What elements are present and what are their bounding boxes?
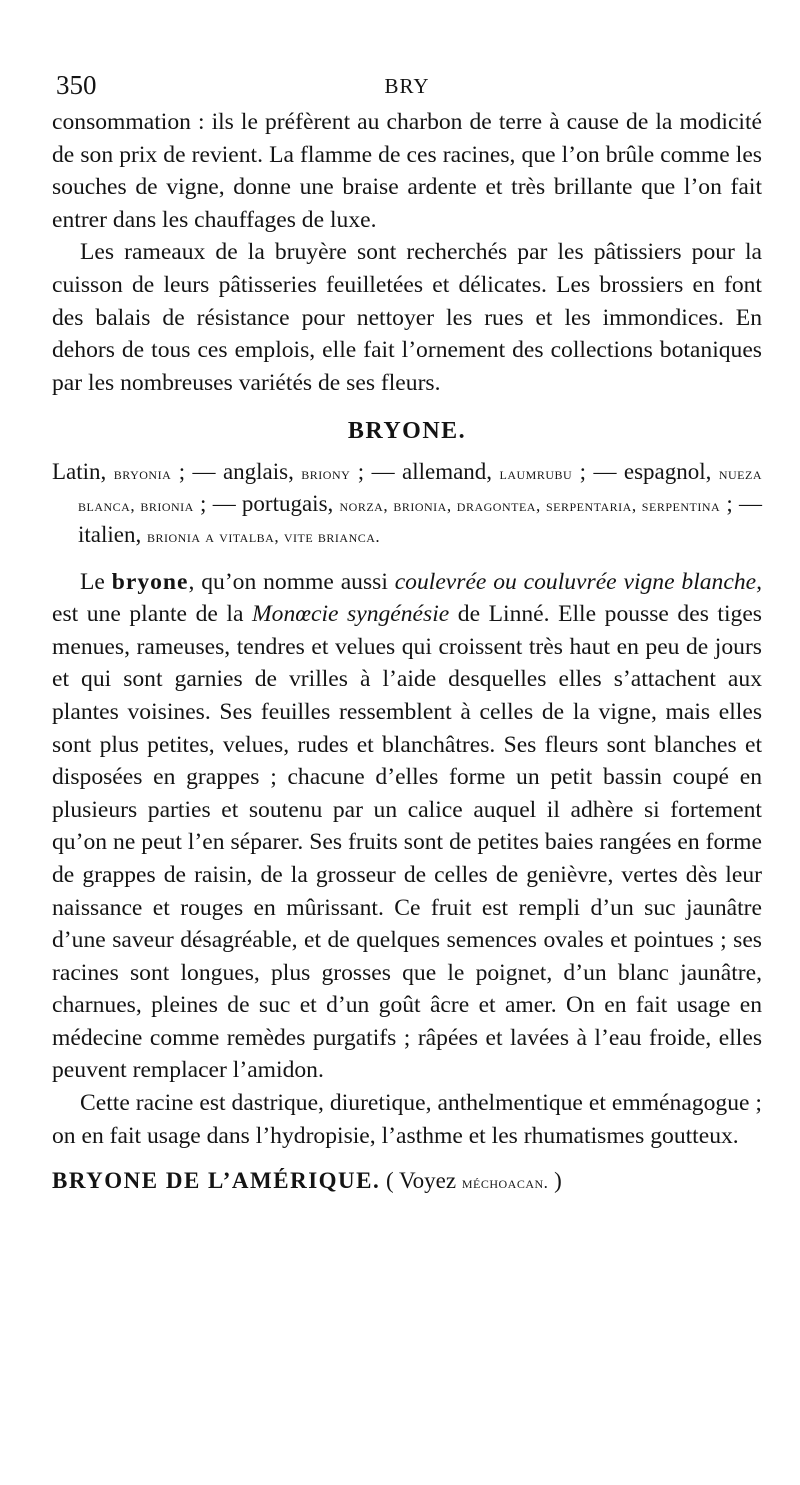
name-german: laumrubu: [499, 464, 573, 484]
label-italian: — italien,: [78, 490, 763, 548]
see-also-close: ): [548, 1168, 562, 1194]
name-spanish: nueza blanca, brionia: [78, 464, 762, 515]
label-portuguese: — portugais,: [212, 490, 334, 516]
text-fragment: de Linné. Elle pousse des tiges menues, rameuses, tendres et velues qui croissent très haut en peu de jours et qui sont garnies de vrilles à l’aide desquelles elles s’attachent aux plantes voisines. Ses feuilles ressemblent à celles de la vigne, mais elles sont plus petites, velues, rudes et blanchâtres. Ses fleurs sont blanches et disposées en grappes ; chacune d’elles forme un petit bassin coupé en plusieurs parties et soutenu par un calice auquel il adhère si fortement qu’on ne peut l’en séparer. Ses fruits sont de petites baies rangées en forme de grappes de raisin, de la grosseur de celles de genièvre, vertes dès leur naissance et rouges en mûrissant. Ce fruit est rempli d’un suc jaunâtre d’une saveur désagréable, et de quelques semences ovales et pointues ; ses racines sont longues, plus grosses que le poignet, d’un blanc jaunâtre, charnues, pleines de suc et d’un goût âcre et amer. On en fait usage en médecine comme remèdes purgatifs ; râpées et lavées à l’eau froide, elles peuvent remplacer l’amidon.: [52, 601, 762, 1084]
running-head-word: BRY: [384, 74, 430, 98]
page-number: 350: [56, 70, 97, 100]
italic-vernacular-names: coulevrée ou couluvrée vigne blanche,: [394, 568, 762, 595]
name-english: briony: [301, 464, 351, 484]
text-fragment: , qu’on nomme aussi: [188, 568, 395, 595]
italic-classification: Monœcie syngénésie: [252, 601, 450, 628]
label-latin: Latin,: [52, 459, 107, 485]
paragraph-bruyere-end: consommation : ils le préfèrent au charbon de terre à cause de la modicité de son prix de revient. La flamme de ces racines, que l’on brûle comme les souches de vigne, donne une braise ardente et très brillante que l’on fait entrer dans les chauffages de luxe.: [52, 109, 762, 233]
label-german: — allemand,: [371, 459, 493, 485]
label-spanish: — espagnol,: [593, 459, 712, 485]
running-head: [52, 62, 762, 106]
entry-heading-bryone-amerique: BRYONE DE L’AMÉRIQUE.: [52, 1168, 381, 1194]
name-portuguese: norza, brionia, dragontea, serpentaria, serpentina: [339, 495, 721, 515]
paragraph-bryone-medicine: Cette racine est dastrique, diuretique, anthelmentique et emménagogue ; on en fait usage dans l’hydropisie, l’asthme et les rhumatismes goutteux.: [52, 1090, 762, 1149]
paragraph-bruyere-uses: Les rameaux de la bruyère sont recherchés par les pâtissiers pour la cuisson de leurs pâtisseries feuilletées et délicates. Les brossiers en font des balais de résistance pour nettoyer les rues et les immondices. En dehors de tous ces emplois, elle fait l’ornement des collections botaniques par les nombreuses variétés de ses fleurs.: [52, 239, 762, 396]
paragraph-bryone-description: [52, 566, 762, 1088]
name-latin: bryonia: [113, 464, 172, 484]
name-italian: brionia a vitalba, vite brianca.: [146, 527, 381, 547]
text-fragment: est une plante de la: [52, 601, 252, 628]
label-english: — anglais,: [192, 459, 294, 485]
text-fragment: Le: [80, 568, 112, 595]
bryone-synonyms: Latin, bryonia ; — anglais, briony ; — allemand, laumrubu ; — espagnol, nueza blanca, brionia ; — portugais, norza, brionia, dragontea, serpentaria, serpentina ; — italien, brionia a vitalba, vite brianca.: [52, 459, 763, 548]
entry-bryone-amerique: [52, 1168, 762, 1194]
term-bryone: bryone: [111, 568, 189, 595]
see-also-target: méchoacan.: [461, 1173, 549, 1193]
entry-heading-bryone: BRYONE.: [347, 418, 467, 445]
see-also-open: ( Voyez: [380, 1168, 462, 1194]
